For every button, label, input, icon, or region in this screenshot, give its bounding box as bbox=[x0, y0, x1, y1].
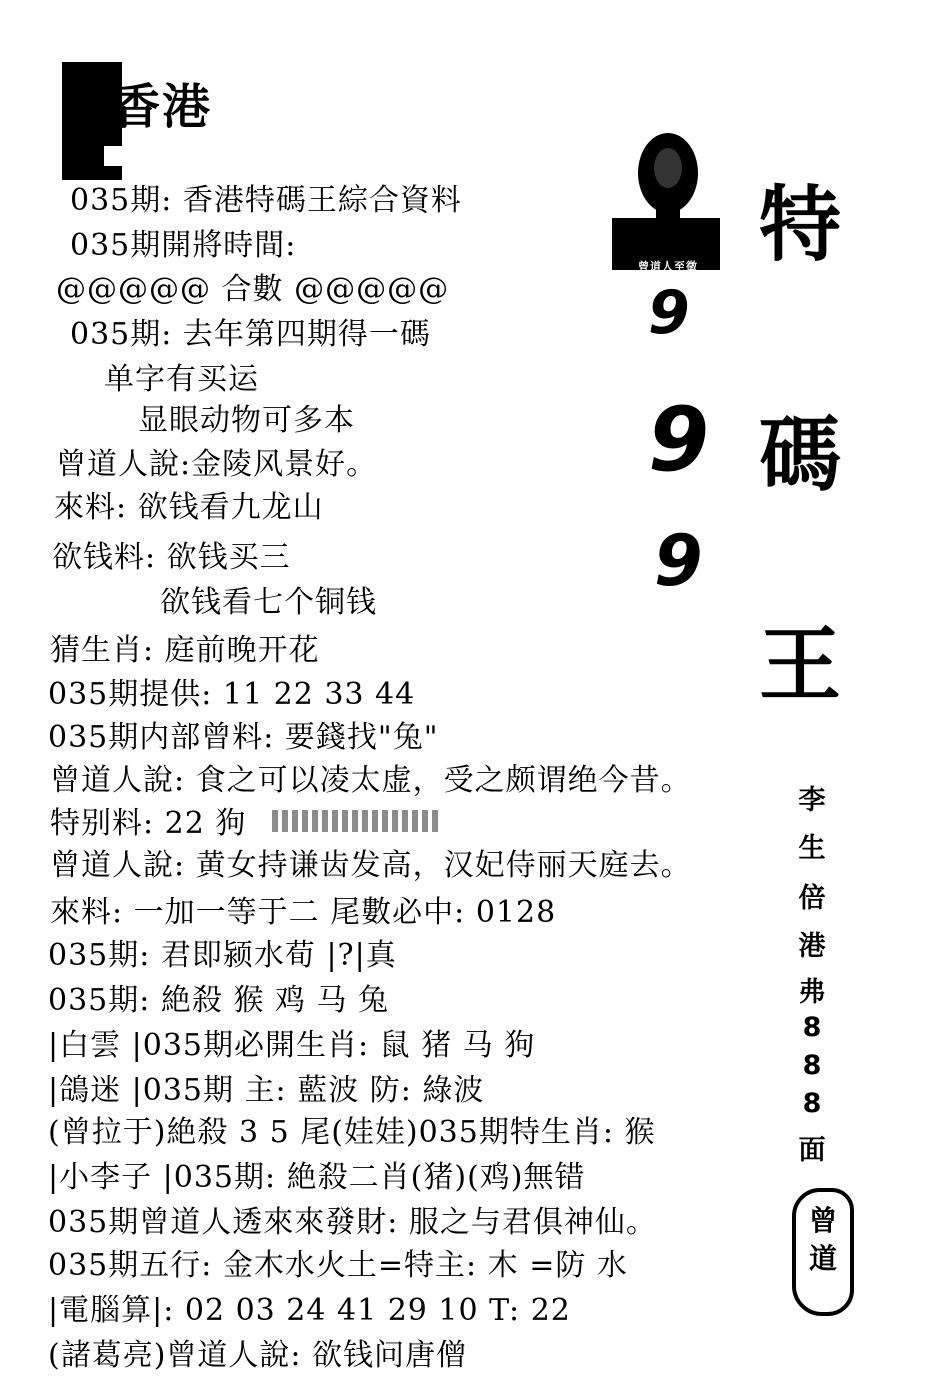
text-line: 特别料: 22 狗 bbox=[50, 806, 247, 841]
text-line: |鴿迷 |035期 主: 藍波 防: 綠波 bbox=[48, 1073, 485, 1108]
text-line: 035期提供: 11 22 33 44 bbox=[48, 677, 416, 712]
text-line: 來料: 欲钱看九龙山 bbox=[54, 490, 324, 525]
text-line: 035期開將時間: bbox=[70, 228, 297, 263]
text-line: 曾道人說: 食之可以凌太虚，受之颇谓绝今昔。 bbox=[50, 763, 692, 798]
text-line: 曾道人說: 黄女持谦齿发高，汉妃侍丽天庭去。 bbox=[50, 848, 692, 883]
subtitle-char: 8 bbox=[802, 1012, 822, 1043]
title-char-wang: 王 bbox=[758, 617, 841, 713]
text-line: 欲钱看七个铜钱 bbox=[160, 585, 377, 620]
text-line: 035期五行: 金木水火土=特主: 木 =防 水 bbox=[48, 1248, 628, 1283]
text-line: |白雲 |035期必開生肖: 鼠 猪 马 狗 bbox=[48, 1028, 536, 1063]
seal-stamp bbox=[792, 1188, 854, 1316]
digit-nine-3: 9 bbox=[654, 520, 703, 602]
seal-text: 曾道 bbox=[808, 1204, 837, 1275]
text-line: 035期: 絶殺 猴 鸡 马 兔 bbox=[48, 983, 390, 1018]
title-char-te: 特 bbox=[758, 177, 841, 273]
text-line: 曾道人說:金陵风景好。 bbox=[56, 447, 378, 482]
smudge-mark bbox=[272, 810, 442, 832]
text-line: |電腦算|: 02 03 24 41 29 10 T: 22 bbox=[48, 1293, 571, 1328]
text-line: 035期内部曾料: 要錢找"兔" bbox=[48, 720, 439, 755]
text-line: @@@@@ 合數 @@@@@ bbox=[56, 272, 450, 307]
text-line: 欲钱料: 欲钱买三 bbox=[52, 540, 291, 575]
subtitle-char: 李 bbox=[798, 785, 826, 816]
text-line: (諸葛亮)曾道人說: 欲钱问唐僧 bbox=[48, 1338, 468, 1373]
text-line: |小李子 |035期: 絶殺二肖(猪)(鸡)無错 bbox=[48, 1160, 586, 1195]
subtitle-char: 弗 bbox=[798, 977, 826, 1008]
subtitle-char: 8 bbox=[802, 1050, 822, 1081]
text-line: 035期: 君即颍水荀 |?|真 bbox=[48, 938, 397, 973]
portrait-image bbox=[612, 118, 720, 270]
text-line: 來料: 一加一等于二 尾數必中: 0128 bbox=[50, 895, 557, 930]
portrait-caption: 曾道人至徵 bbox=[638, 260, 698, 273]
text-line: 猜生肖: 庭前晚开花 bbox=[50, 633, 320, 668]
subtitle-char: 生 bbox=[798, 833, 826, 864]
text-line: (曾拉于)絶殺 3 5 尾(娃娃)035期特生肖: 猴 bbox=[48, 1115, 656, 1150]
subtitle-char: 面 bbox=[798, 1135, 826, 1166]
subtitle-char: 倍 bbox=[798, 883, 826, 914]
subtitle-char: 8 bbox=[802, 1088, 822, 1119]
subtitle-char: 港 bbox=[798, 931, 826, 962]
title-char-ma: 碼 bbox=[758, 407, 841, 503]
digit-nine-2: 9 bbox=[648, 388, 710, 491]
text-line: 单字有买运 bbox=[104, 362, 259, 397]
text-line: 035期: 去年第四期得一碼 bbox=[70, 317, 431, 352]
logo-text: 香港 bbox=[112, 79, 213, 135]
digit-nine-1: 9 bbox=[648, 278, 690, 348]
text-line: 035期曾道人透來來發財: 服之与君俱神仙。 bbox=[48, 1205, 657, 1240]
text-line: 显眼动物可多本 bbox=[138, 403, 355, 438]
text-line: 035期: 香港特碼王綜合資料 bbox=[70, 183, 462, 218]
